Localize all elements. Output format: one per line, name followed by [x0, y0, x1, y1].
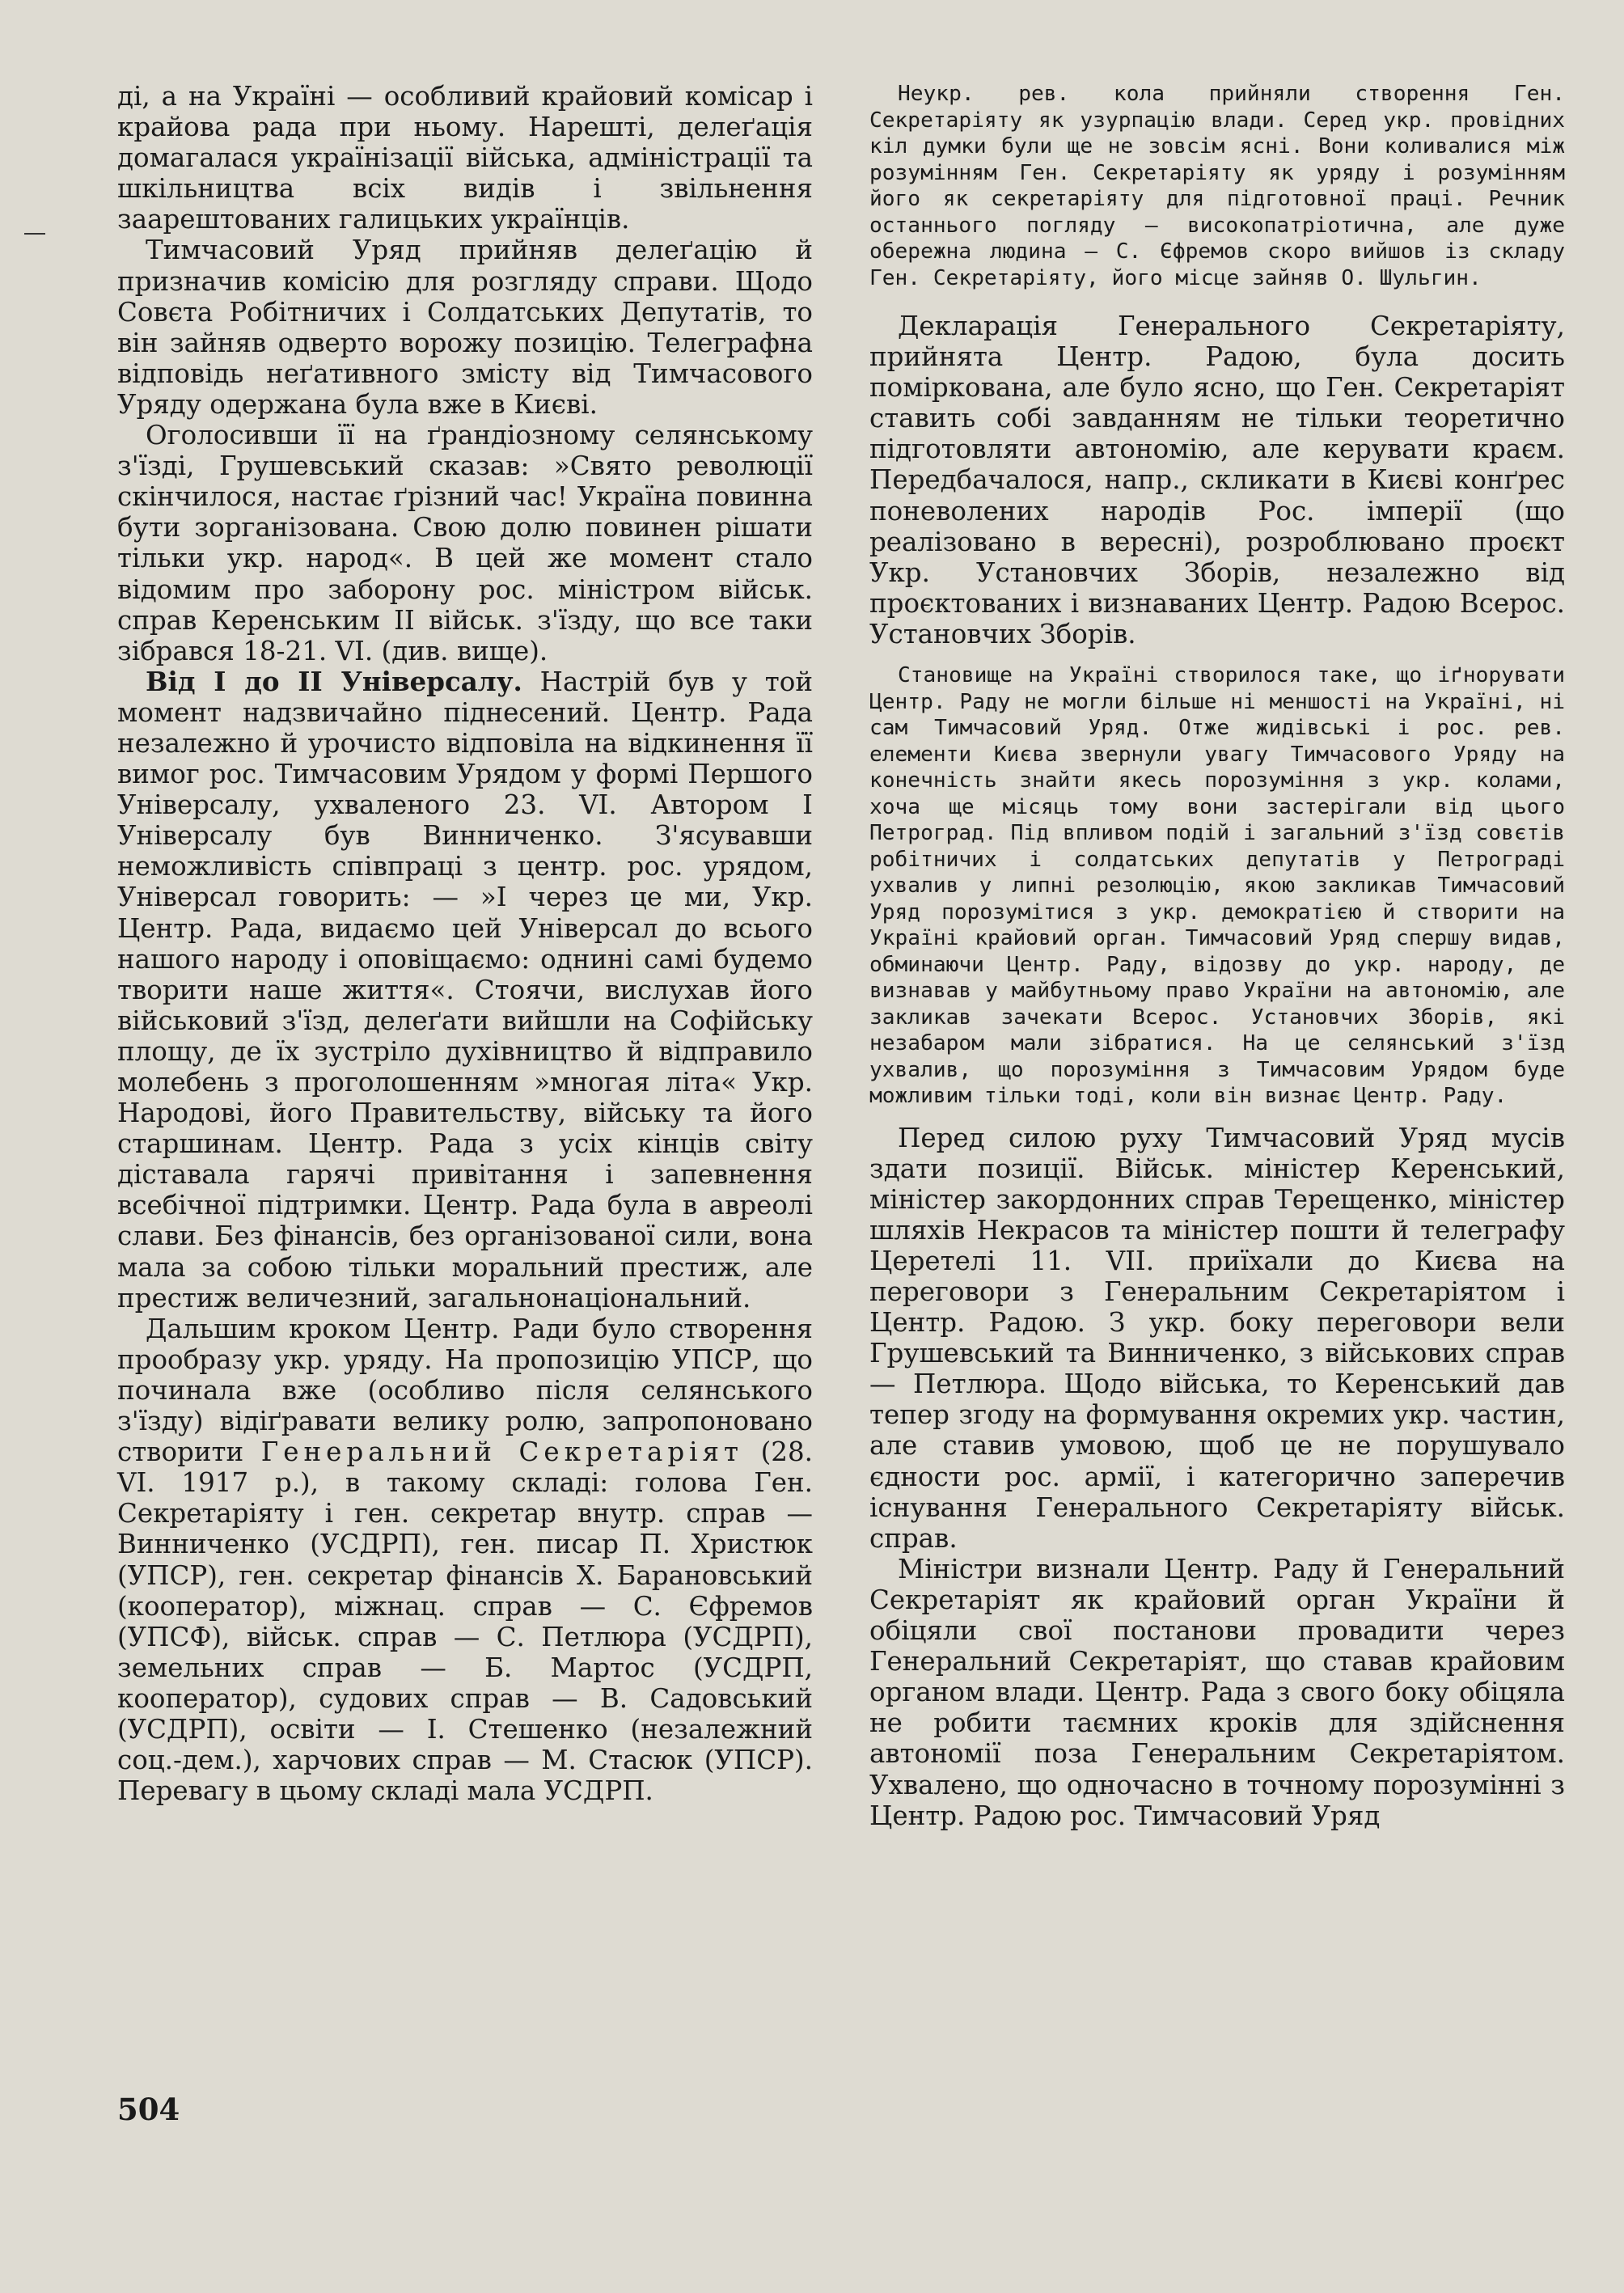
- paragraph: Декларація Генерального Секретаріяту, прийнята Центр. Радою, була досить поміркована, але було ясно, що Ген. Секретаріят ставить собі завданням не тільки теоретично підготовляти автономію, але керувати краєм. Передбачалося, напр., скликати в Києві конґрес поневолених народів Рос. імперії (що реалізовано в вересні), розроблювано проєкт Укр. Установчих Зборів, незалежно від проєктованих і визнаваних Центр. Радою Всерос. Установчих Зборів.: [869, 311, 1565, 649]
- right-text: [869, 311, 1565, 649]
- page-number: 504: [117, 2092, 180, 2127]
- left-text: [117, 81, 813, 1806]
- paragraph-text: Настрій був у той момент надзвичайно піднесений. Центр. Рада незалежно й урочисто відповіла на відкинення її вимог рос. Тимчасовим Урядом у формі Першого Універсалу, ухваленого 23. VI. Автором I Універсалу був Винниченко. З'ясувавши неможливість співпраці з центр. рос. урядом, Універсал говорить: — »I через це ми, Укр. Центр. Рада, видаємо цей Універсал до всього нашого народу і оповіщаємо: однині самі будемо творити наше життя«. Стоячи, вислухав його військовий з'їзд, делеґати вийшли на Софійську площу, де їх зустріло духівництво й відправило молебень з проголошенням »многая літа« Укр. Народові, його Правительству, війську та його старшинам. Центр. Рада з усіх кінців світу діставала гарячі привітання і запевнення всебічної підтримки. Центр. Рада була в авреолі слави. Без фінансів, без організованої сили, вона мала за собою тільки моральний престиж, але престиж величезний, загальнонаціональний.: [117, 666, 813, 1314]
- right-column: [869, 81, 1565, 1831]
- paragraph: Міністри визнали Центр. Раду й Генеральний Секретаріят як крайовий орган України й обіцяли свої постанови провадити через Генеральний Секретаріят, що ставав крайовим органом влади. Центр. Рада з свого боку обіцяла не робити таємних кроків для здійснення автономії поза Генеральним Секретаріятом. Ухвалено, що одночасно в точному порозумінні з Центр. Радою рос. Тимчасовий Уряд: [869, 1553, 1565, 1831]
- paragraph: Перед силою руху Тимчасовий Уряд мусів здати позиції. Військ. міністер Керенський, міністер закордонних справ Терещенко, міністер шляхів Некрасов та міністер пошти й телеграфу Церетелі 11. VII. приїхали до Києва на переговори з Генеральним Секретаріятом і Центр. Радою. З укр. боку переговори вели Грушевський та Винниченко, з військових справ — Петлюра. Щодо війська, то Керенський дав тепер згоду на формування окремих укр. частин, але ставив умовою, щоб це не порушувало єдности рос. армії, і категорично заперечив існування Генерального Секретаріяту військ. справ.: [869, 1122, 1565, 1554]
- section-heading: Від I до II Універсалу.: [146, 665, 522, 697]
- paragraph-text: (28. VI. 1917 р.), в такому складі: голова Ген. Секретаріяту і ген. секретар внутр. справ — Винниченко (УСДРП), ген. писар П. Христюк (УПСР), ген. секретар фінансів Х. Барановський (кооператор), міжнац. справ — С. Єфремов (УПСФ), військ. справ — С. Петлюра (УСДРП), земельних справ — Б. Мартос (УСДРП, кооператор), судових справ — В. Садовський (УСДРП), освіти — I. Стешенко (незалежний соц.-дем.), харчових справ — М. Стасюк (УПСР). Перевагу в цьому складі мала УСДРП.: [117, 1436, 813, 1807]
- small-paragraph: Становище на Україні створилося таке, що іґнорувати Центр. Раду не могли більше ні меншості на Україні, ні сам Тимчасовий Уряд. Отже жидівські і рос. рев. елементи Києва звернули увагу Тимчасового Уряду на конечність знайти якесь порозуміння з укр. колами, хоча ще місяць тому вони застерігали від цього Петроград. Під впливом подій і загальний з'їзд совєтів робітничих і солдатських депутатів у Петрограді ухвалив у липні резолюцію, якою закликав Тимчасовий Уряд порозумітися з укр. демократією й створити на Україні крайовий орган. Тимчасовий Уряд спершу видав, обминаючи Центр. Раду, відозву до укр. народу, де визнавав у майбутньому право України на автономію, але закликав зачекати Всерос. Установчих Зборів, які незабаром мали зібратися. На це селянський з'їзд ухвалив, що порозуміння з Тимчасовим Урядом буде можливим тільки тоді, коли він визнає Центр. Раду.: [869, 663, 1565, 1109]
- margin-mark: [24, 233, 45, 235]
- left-column: [117, 81, 813, 1806]
- small-print-block: [869, 81, 1565, 291]
- paragraph: Тимчасовий Уряд прийняв делеґацію й призначив комісію для розгляду справи. Щодо Совєта Робітничих і Солдатських Депутатів, то він зайняв одверто ворожу позицію. Телеграфна відповідь неґативного змісту від Тимчасового Уряду одержана була вже в Києві.: [117, 235, 813, 420]
- paragraph: ді, а на Україні — особливий крайовий комісар і крайова рада при ньому. Нарешті, делеґація домагалася українізації війська, адміністрації та шкільництва всіх видів і звільнення заарештованих галицьких українців.: [117, 81, 813, 235]
- small-paragraph: Неукр. рев. кола прийняли створення Ген. Секретаріяту як узурпацію влади. Серед укр. провідних кіл думки були ще не зовсім ясні. Вони коливалися між розумінням Ген. Секретаріяту як уряду і розумінням його як секретаріяту для підготовної праці. Речник останнього погляду — високопатріотична, але дуже обережна людина — С. Єфремов скоро вийшов із складу Ген. Секретаріяту, його місце зайняв О. Шульгин.: [869, 82, 1565, 290]
- spaced-term: Генеральний Секретаріят: [260, 1436, 744, 1468]
- paragraph: [117, 666, 813, 1314]
- right-text: [869, 1123, 1565, 1831]
- paragraph: [117, 1314, 813, 1807]
- small-print-block: [869, 662, 1565, 1110]
- paragraph-text: Дальшим кроком Центр. Ради було створення прообразу укр. уряду. На пропозицію УПСР, що починала вже (особливо після селянського з'їзду) відіґравати велику ролю, запропоновано створити: [117, 1313, 813, 1468]
- paragraph: Оголосивши її на ґрандіозному селянському з'їзді, Грушевський сказав: »Свято революції скінчилося, настає ґрізний час! Україна повинна бути зорганізована. Свою долю повинен рішати тільки укр. народ«. В цей же момент стало відомим про заборону рос. міністром військ. справ Керенським II військ. з'їзду, що все таки зібрався 18-21. VI. (див. вище).: [117, 420, 813, 666]
